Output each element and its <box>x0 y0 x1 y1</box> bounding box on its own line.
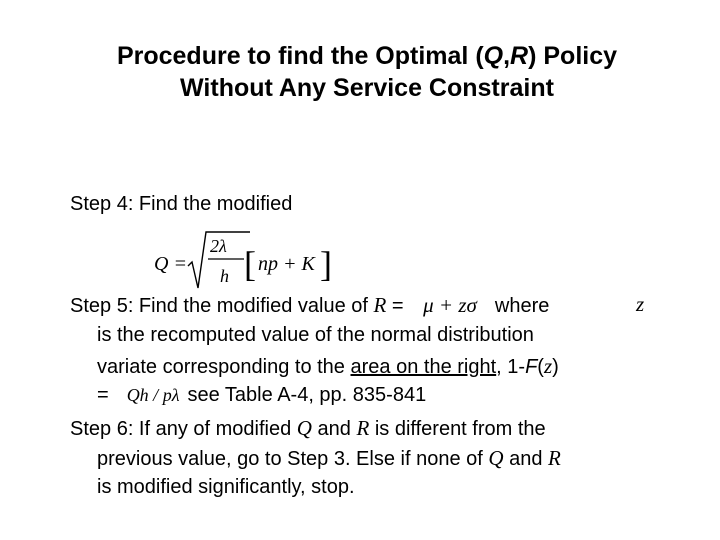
q-formula <box>150 228 340 294</box>
r-formula: μ + zσ <box>423 293 477 317</box>
bracket-open: [ <box>244 244 256 284</box>
z-symbol: z <box>636 292 645 316</box>
step-6-line-3: is modified significantly, stop. <box>97 476 355 498</box>
ratio-formula: Qh / pλ <box>126 385 180 405</box>
title-line-2: Without Any Service Constraint <box>180 74 554 102</box>
area-on-right-link: area on the right <box>350 356 497 378</box>
step-5-line-2: is the recomputed value of the normal distribution <box>97 324 534 346</box>
title-line-1: Procedure to find the Optimal (Q,R) Policy <box>116 42 618 70</box>
page-title <box>0 40 720 104</box>
q-formula-numerator: 2λ <box>210 236 227 256</box>
step-4-text: Step 4: Find the modified <box>70 193 293 215</box>
q-formula-denominator: h <box>220 266 229 286</box>
q-formula-lhs: Q = <box>154 253 187 275</box>
step-5-line-4: = Qh / pλ see Table A-4, pp. 835-841 <box>97 384 427 406</box>
bracket-close: ] <box>320 244 332 284</box>
step-5-line-3: variate corresponding to the area on the right, 1-F(z) <box>97 354 559 378</box>
step-6-line-1: Step 6: If any of modified Q and R is different from the <box>70 416 546 440</box>
step-5-line-1: Step 5: Find the modified value of R = μ + zσ where <box>70 293 550 317</box>
q-formula-body: np + K <box>258 253 315 275</box>
step-6-line-2: previous value, go to Step 3. Else if none of Q and R <box>97 446 561 470</box>
